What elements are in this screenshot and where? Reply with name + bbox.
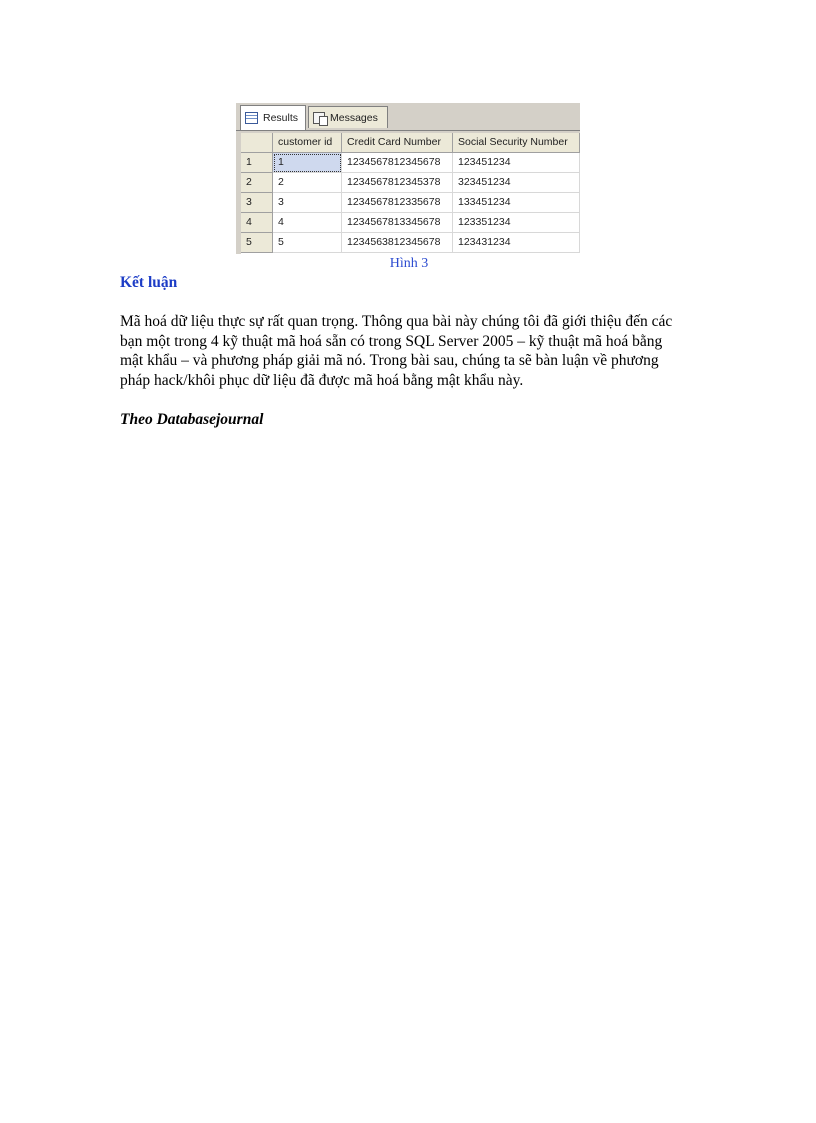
results-tabbar xyxy=(236,103,580,131)
conclusion-paragraph xyxy=(120,312,710,390)
table-cell[interactable]: 2 xyxy=(273,173,342,193)
table-cell[interactable]: 1234567813345678 xyxy=(342,213,453,233)
tab-results-label: Results xyxy=(263,112,299,124)
table-cell[interactable]: 5 xyxy=(273,233,342,253)
table-cell[interactable]: 3 xyxy=(273,193,342,213)
table-cell[interactable]: 123451234 xyxy=(453,153,580,173)
results-grid xyxy=(241,133,580,254)
row-number[interactable]: 5 xyxy=(241,233,273,253)
row-number[interactable]: 1 xyxy=(241,153,273,173)
paragraph-line: bạn một trong 4 kỹ thuật mã hoá sẵn có trong SQL Server 2005 – kỹ thuật mã hoá bằng xyxy=(120,332,663,350)
column-header[interactable]: customer id xyxy=(273,133,342,153)
table-row xyxy=(241,193,580,213)
table-row xyxy=(241,233,580,253)
grid-header-row xyxy=(241,133,580,153)
row-number[interactable]: 4 xyxy=(241,213,273,233)
table-row xyxy=(241,213,580,233)
tab-messages[interactable] xyxy=(308,106,388,128)
section-heading: Kết luận xyxy=(120,274,178,291)
table-cell[interactable]: 1234563812345678 xyxy=(342,233,453,253)
tab-results[interactable] xyxy=(240,105,306,130)
row-number[interactable]: 2 xyxy=(241,173,273,193)
messages-icon xyxy=(313,112,325,124)
column-header[interactable]: Credit Card Number xyxy=(342,133,453,153)
table-cell[interactable]: 123431234 xyxy=(453,233,580,253)
grid-icon xyxy=(245,112,258,124)
table-row xyxy=(241,153,580,173)
table-row xyxy=(241,173,580,193)
tab-divider xyxy=(236,130,580,131)
paragraph-line: mật khẩu – và phương pháp giải mã nó. Trong bài sau, chúng ta sẽ bàn luận về phương xyxy=(120,352,659,369)
paragraph-line: pháp hack/khôi phục dữ liệu đã được mã hoá bằng mật khẩu này. xyxy=(120,371,524,389)
table-cell[interactable]: 1234567812345378 xyxy=(342,173,453,193)
row-number[interactable]: 3 xyxy=(241,193,273,213)
source-credit: Theo Databasejournal xyxy=(120,411,264,428)
table-cell[interactable]: 1 xyxy=(273,153,342,173)
column-header[interactable]: Social Security Number xyxy=(453,133,580,153)
paragraph-line: Mã hoá dữ liệu thực sự rất quan trọng. Thông qua bài này chúng tôi đã giới thiệu đến các xyxy=(120,313,673,330)
corner-cell[interactable] xyxy=(241,133,273,153)
tab-messages-label: Messages xyxy=(330,111,378,124)
table-cell[interactable]: 1234567812335678 xyxy=(342,193,453,213)
table-cell[interactable]: 1234567812345678 xyxy=(342,153,453,173)
figure-caption: Hình 3 xyxy=(389,256,429,271)
table-cell[interactable]: 4 xyxy=(273,213,342,233)
results-screenshot xyxy=(236,103,580,254)
table-cell[interactable]: 323451234 xyxy=(453,173,580,193)
table-cell[interactable]: 123351234 xyxy=(453,213,580,233)
table-cell[interactable]: 133451234 xyxy=(453,193,580,213)
